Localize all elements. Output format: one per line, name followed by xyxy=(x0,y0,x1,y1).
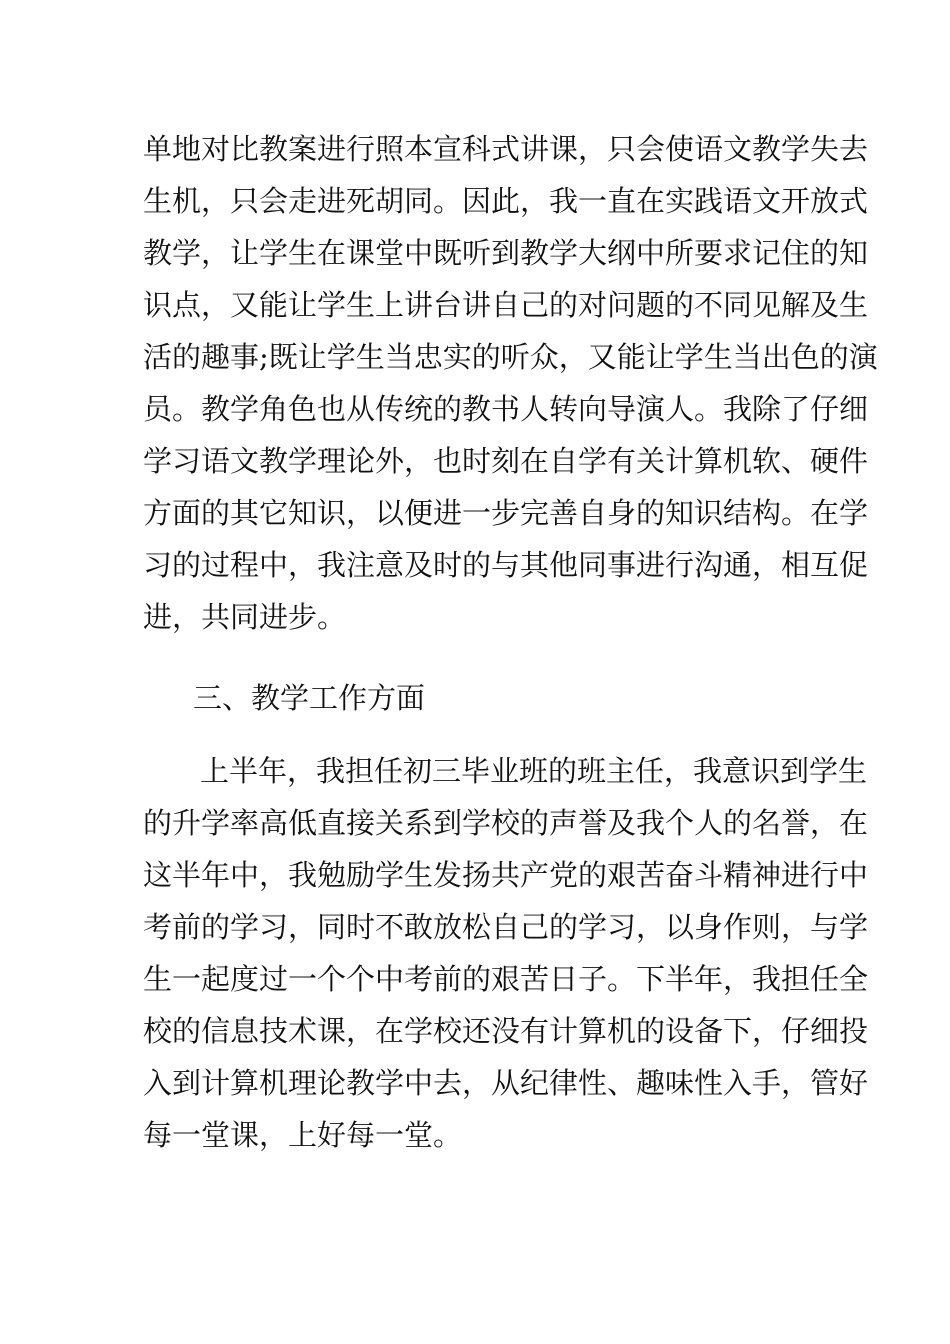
paragraph-line: 员。教学角色也从传统的教书人转向导演人。我除了仔细 xyxy=(143,392,869,426)
body-paragraph xyxy=(143,745,869,1161)
body-paragraph xyxy=(143,123,878,643)
paragraph-line: 活的趣事;既让学生当忠实的听众，又能让学生当出色的演 xyxy=(143,340,878,374)
paragraph-line: 学习语文教学理论外，也时刻在自学有关计算机软、硬件 xyxy=(143,444,869,478)
paragraph-line: 生机，只会走进死胡同。因此，我一直在实践语文开放式 xyxy=(143,184,869,218)
paragraph-line: 习的过程中，我注意及时的与其他同事进行沟通，相互促 xyxy=(143,548,869,582)
paragraph-line: 单地对比教案进行照本宣科式讲课，只会使语文教学失去 xyxy=(143,132,869,166)
paragraph-line: 每一堂课，上好每一堂。 xyxy=(143,1118,463,1152)
paragraph-line: 入到计算机理论教学中去，从纪律性、趣味性入手，管好 xyxy=(143,1066,869,1100)
paragraph-line: 生一起度过一个个中考前的艰苦日子。下半年，我担任全 xyxy=(143,962,869,996)
paragraph-line: 校的信息技术课，在学校还没有计算机的设备下，仔细投 xyxy=(143,1014,869,1048)
paragraph-line: 进，共同进步。 xyxy=(143,600,347,634)
paragraph-line: 这半年中，我勉励学生发扬共产党的艰苦奋斗精神进行中 xyxy=(143,858,869,892)
paragraph-line: 上半年，我担任初三毕业班的班主任，我意识到学生 xyxy=(200,754,868,788)
paragraph-line: 的升学率高低直接关系到学校的声誉及我个人的名誉，在 xyxy=(143,806,869,840)
paragraph-line: 识点，又能让学生上讲台讲自己的对问题的不同见解及生 xyxy=(143,288,869,322)
paragraph-line: 方面的其它知识，以便进一步完善自身的知识结构。在学 xyxy=(143,496,869,530)
paragraph-line: 考前的学习，同时不敢放松自己的学习，以身作则，与学 xyxy=(143,910,869,944)
paragraph-line: 教学，让学生在课堂中既听到教学大纲中所要求记住的知 xyxy=(143,236,869,270)
section-heading: 三、教学工作方面 xyxy=(193,681,426,715)
